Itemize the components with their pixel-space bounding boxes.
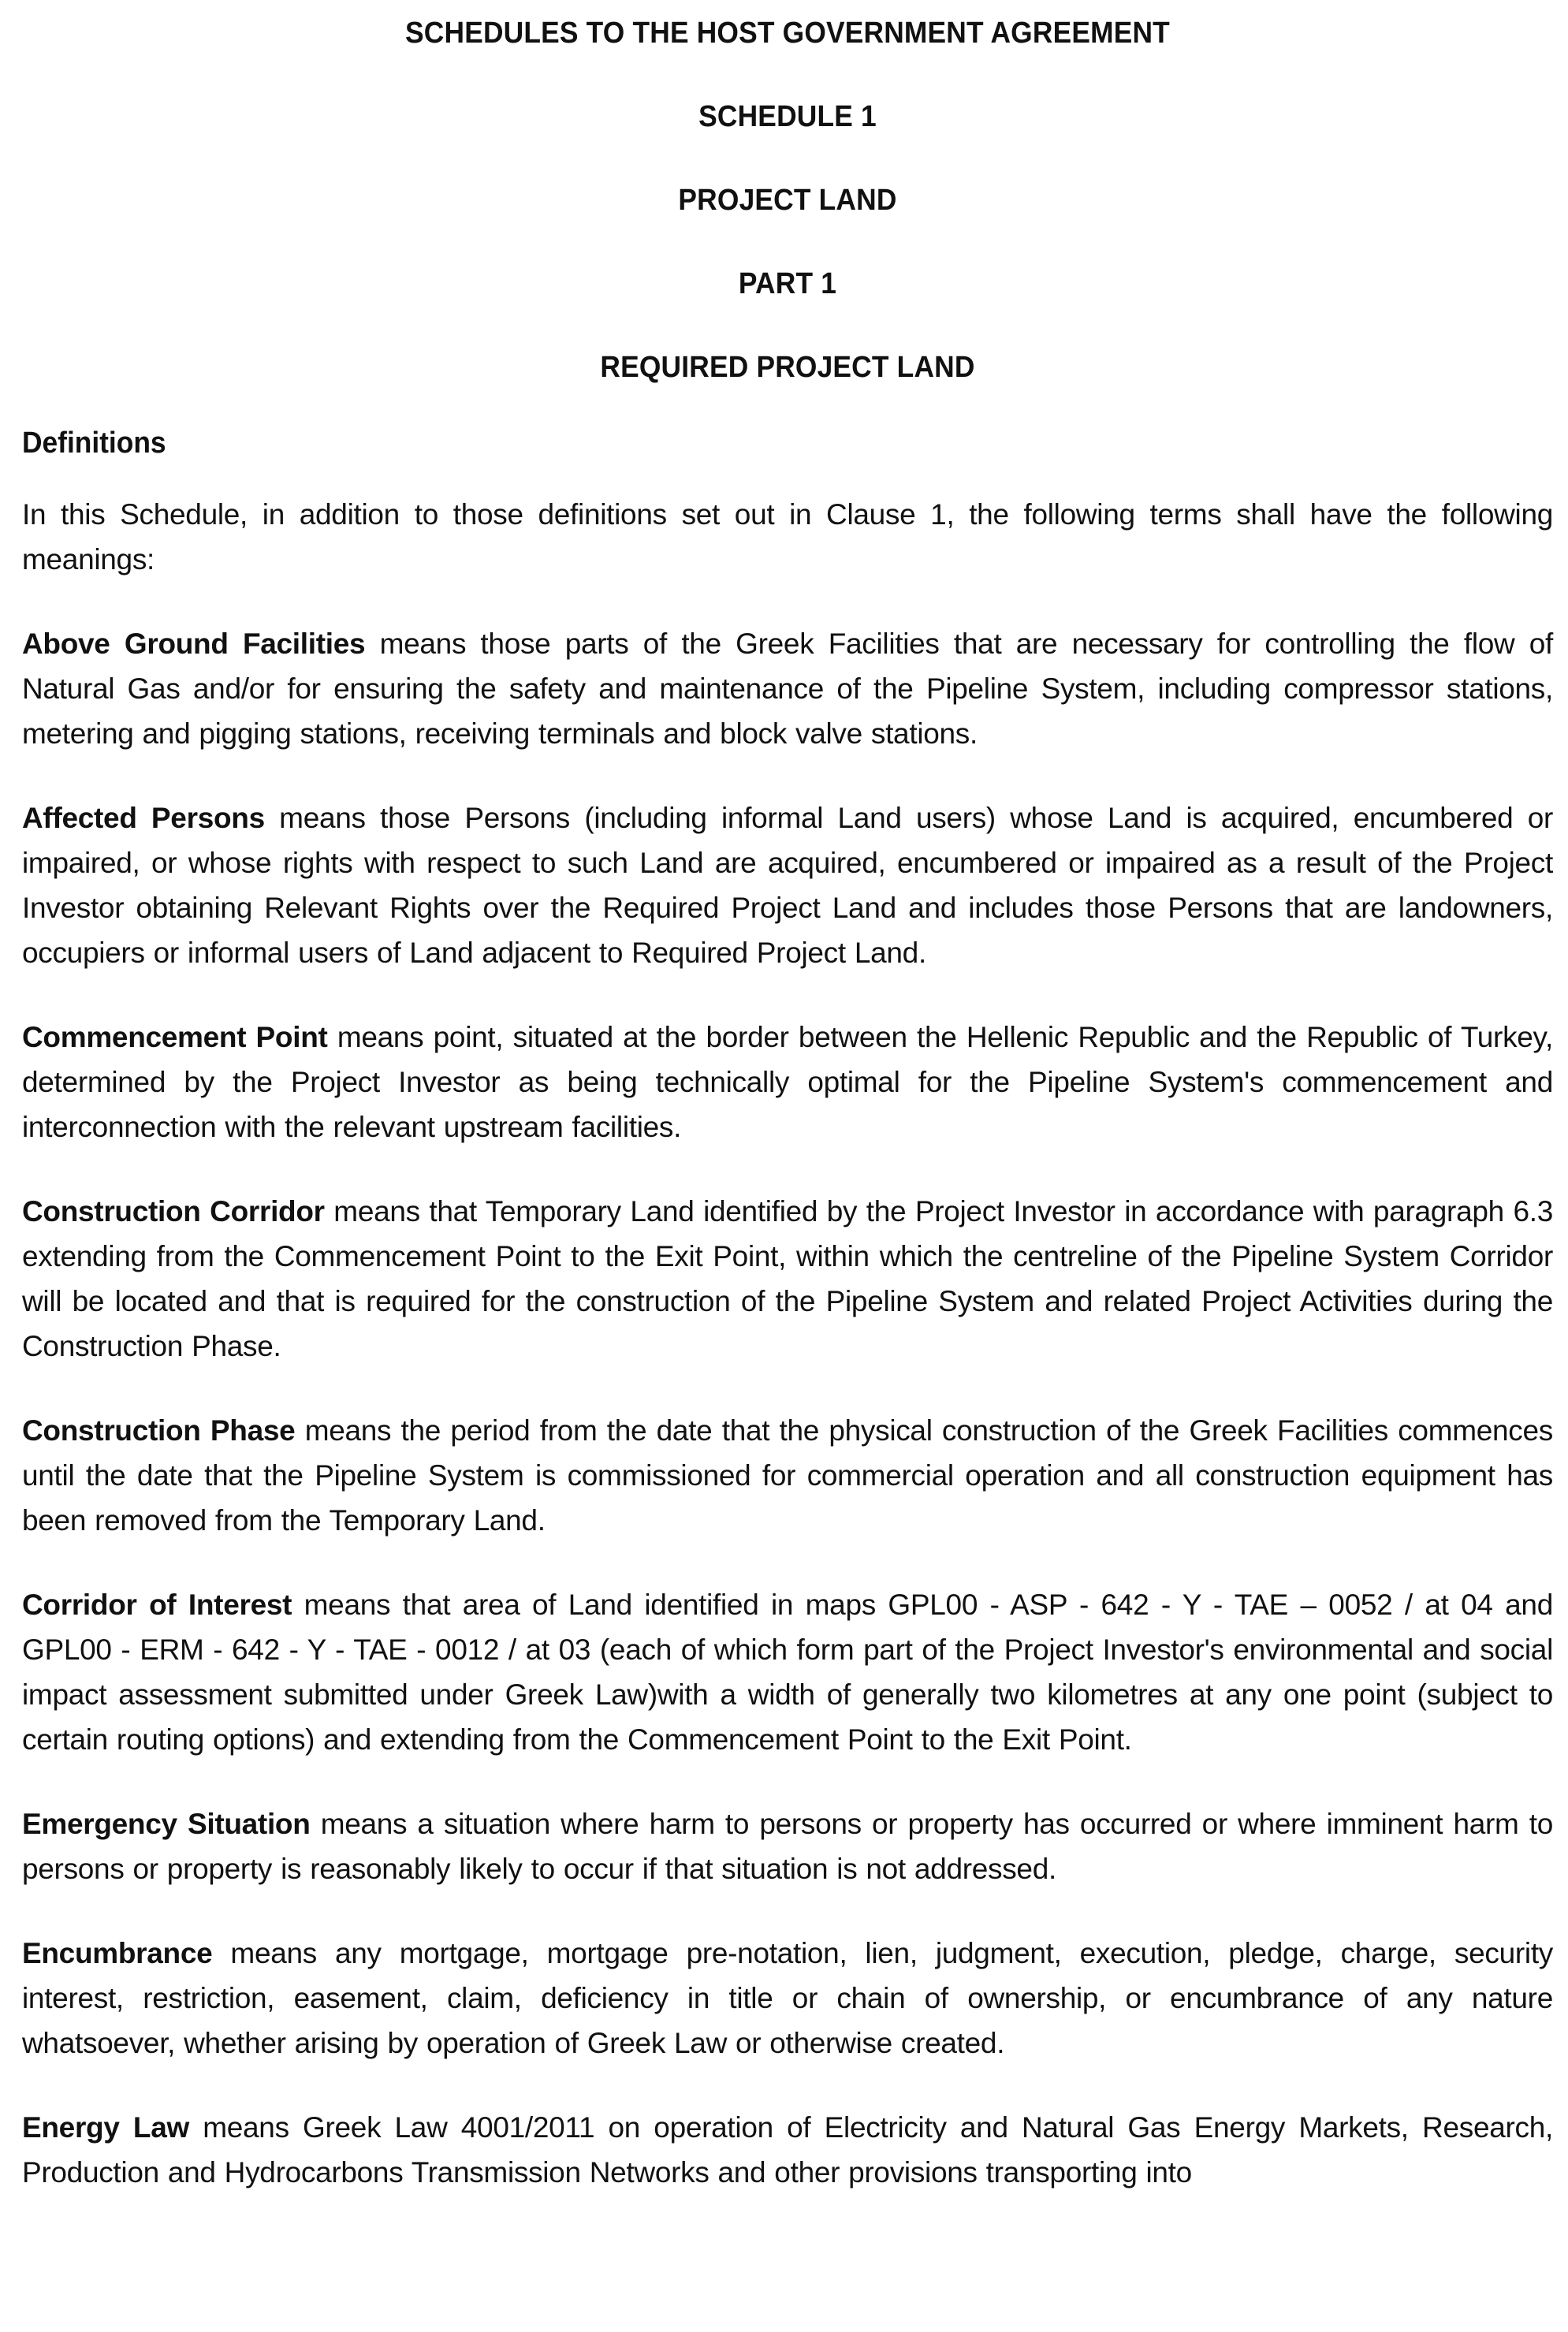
definition-term: Commencement Point (22, 1021, 328, 1053)
definition-text: means the period from the date that the physical construction of the Greek Facilities commences until the date that the Pipeline System is commissioned for commercial operation and all construction equipment has been removed from the Temporary Land. (22, 1414, 1553, 1537)
definition-term: Encumbrance (22, 1937, 213, 1969)
definition-text: means a situation where harm to persons or property has occurred or where imminent harm to persons or property is reasonably likely to occur if that situation is not addressed. (22, 1808, 1553, 1885)
intro-paragraph: In this Schedule, in addition to those definitions set out in Clause 1, the following terms shall have the following meanings: (22, 498, 1553, 576)
definition-term: Corridor of Interest (22, 1589, 292, 1621)
part-number: PART 1 (738, 267, 837, 300)
definition-emergency-situation (22, 1801, 1553, 1891)
schedule-number: SCHEDULE 1 (698, 100, 877, 133)
schedule-name: PROJECT LAND (678, 184, 897, 217)
definition-term: Emergency Situation (22, 1808, 311, 1840)
definition-text: means point, situated at the border between the Hellenic Republic and the Republic of Turkey, determined by the Project Investor as being technically optimal for the Pipeline System's commencement and interconnection with the relevant upstream facilities. (22, 1021, 1553, 1143)
definition-term: Construction Phase (22, 1414, 296, 1447)
definition-term: Affected Persons (22, 802, 265, 834)
definition-above-ground-facilities (22, 621, 1553, 756)
definition-term: Energy Law (22, 2111, 189, 2144)
definition-construction-corridor (22, 1189, 1553, 1369)
definition-construction-phase (22, 1408, 1553, 1543)
definition-text: means those Persons (including informal Land users) whose Land is acquired, encumbered or impaired, or whose rights with respect to such Land are acquired, encumbered or impaired as a result of the Project Investor obtaining Relevant Rights over the Required Project Land and includes those Persons that are landowners, occupiers or informal users of Land adjacent to Required Project Land. (22, 802, 1554, 969)
definition-text: means that Temporary Land identified by the Project Investor in accordance with paragraph 6.3 extending from the Commencement Point to the Exit Point, within which the centreline of the Pipeline System Corridor will be located and that is required for the construction of the Pipeline System and related Project Activities during the Construction Phase. (22, 1195, 1553, 1362)
definition-text: means Greek Law 4001/2011 on operation of Electricity and Natural Gas Energy Markets, Research, Production and Hydrocarbons Transmission Networks and other provisions transporting into (22, 2111, 1553, 2189)
definition-encumbrance (22, 1931, 1553, 2066)
definition-term: Above Ground Facilities (22, 628, 366, 660)
document-page (22, 16, 1553, 2195)
definition-term: Construction Corridor (22, 1195, 325, 1227)
part-name: REQUIRED PROJECT LAND (600, 351, 975, 384)
document-title: SCHEDULES TO THE HOST GOVERNMENT AGREEMENT (405, 17, 1170, 50)
definition-text: means any mortgage, mortgage pre-notation, lien, judgment, execution, pledge, charge, security interest, restriction, easement, claim, deficiency in title or chain of ownership, or encumbrance of any nature whatsoever, whether arising by operation of Greek Law or otherwise created. (22, 1937, 1553, 2059)
section-heading-definitions: Definitions (22, 427, 166, 460)
definition-affected-persons (22, 795, 1553, 975)
definition-text: means those parts of the Greek Facilities that are necessary for controlling the flow of Natural Gas and/or for ensuring the safety and maintenance of the Pipeline System, including compressor stations, metering and pigging stations, receiving terminals and block valve stations. (22, 628, 1553, 750)
definition-corridor-of-interest (22, 1582, 1553, 1762)
definition-commencement-point (22, 1015, 1553, 1149)
definition-energy-law (22, 2105, 1553, 2195)
definition-text: means that area of Land identified in maps GPL00 - ASP - 642 - Y - TAE – 0052 / at 04 and GPL00 - ERM - 642 - Y - TAE - 0012 / at 03 (each of which form part of the Project Investor's environmental and social impact assessment submitted under Greek Law)with a width of generally two kilometres at any one point (subject to certain routing options) and extending from the Commencement Point to the Exit Point. (22, 1589, 1553, 1756)
